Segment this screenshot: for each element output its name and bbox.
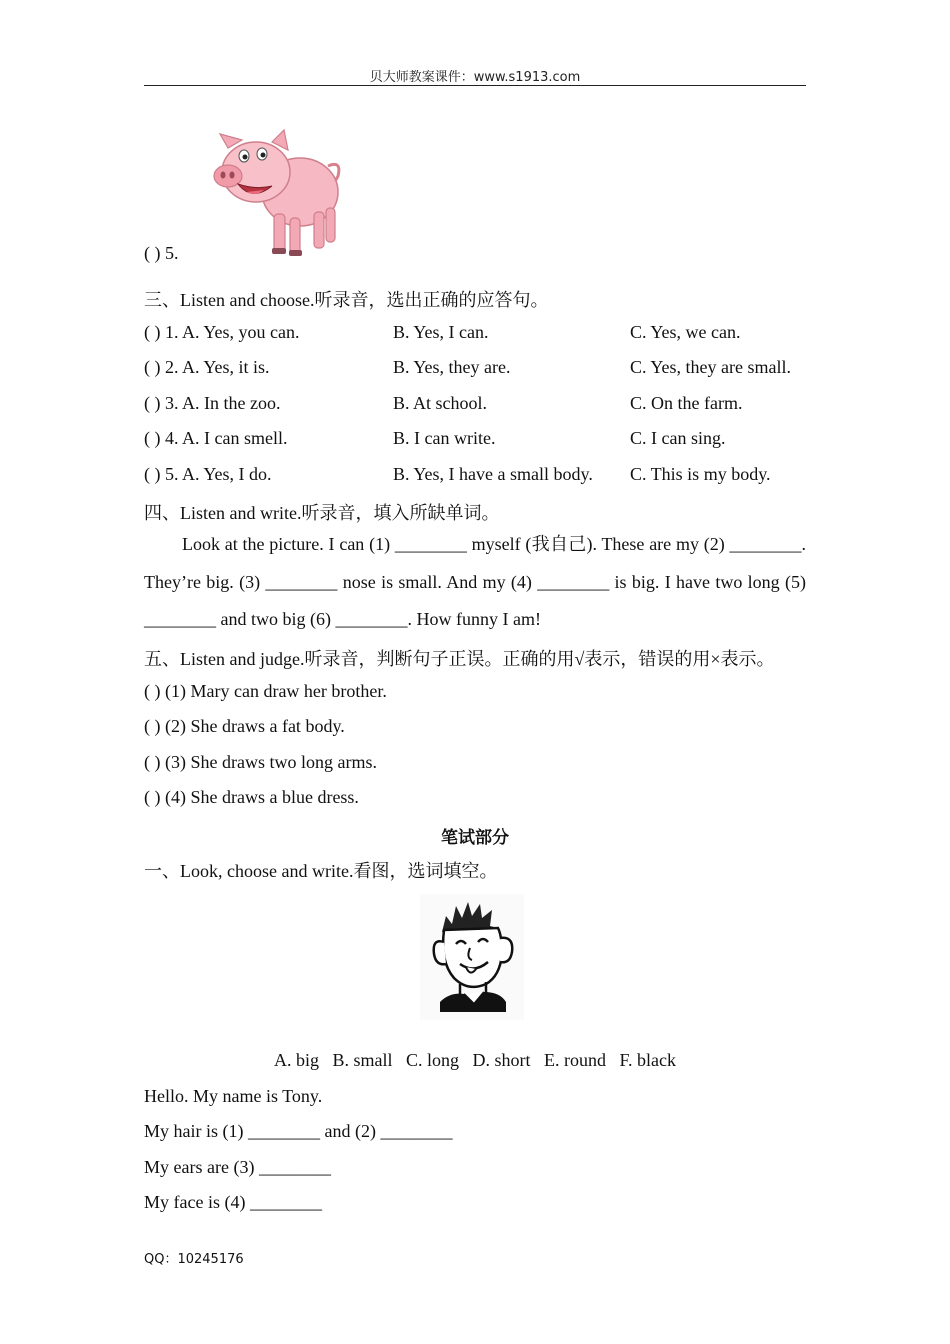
- s3-q3-option-c: C. On the farm.: [630, 393, 743, 413]
- s1-line-1: Hello. My name is Tony.: [144, 1086, 323, 1106]
- s3-q3-option-b: B. At school.: [393, 393, 488, 413]
- s3-q4-option-a: ( ) 4. A. I can smell.: [144, 428, 288, 448]
- section4-paragraph-text: Look at the picture. I can (1) ________ myself (我自己). These are my (2) ________. They’re big. (3) ________ nose is small. And my (4) ________ is big. I have two long (5) ________ and two big (6) ________. How funny I am!: [144, 534, 806, 629]
- s3-q5-option-b: B. Yes, I have a small body.: [393, 464, 593, 484]
- s3-q1-option-a: ( ) 1. A. Yes, you can.: [144, 322, 300, 342]
- s3-q5-option-c: C. This is my body.: [630, 464, 771, 484]
- s3-q4-option-b: B. I can write.: [393, 428, 496, 448]
- s3-q2-option-b: B. Yes, they are.: [393, 357, 511, 377]
- s1-line-2: My hair is (1) ________ and (2) ________: [144, 1121, 453, 1141]
- s3-q1-option-c: C. Yes, we can.: [630, 322, 741, 342]
- s3-q4-option-c: C. I can sing.: [630, 428, 726, 448]
- section1-title: 一、Look, choose and write.看图，选词填空。: [144, 861, 498, 881]
- s5-item-1: ( ) (1) Mary can draw her brother.: [144, 681, 387, 701]
- pig-illustration: [210, 126, 350, 262]
- s3-q5-option-a: ( ) 5. A. Yes, I do.: [144, 464, 272, 484]
- s1-line-4: My face is (4) ________: [144, 1192, 322, 1212]
- s3-q2-option-a: ( ) 2. A. Yes, it is.: [144, 357, 270, 377]
- word-options: A. big B. small C. long D. short E. round F. black: [273, 1050, 677, 1070]
- written-part-heading: 笔试部分: [441, 828, 509, 848]
- section5-title: 五、Listen and judge.听录音，判断句子正误。正确的用√表示，错误的用×表示。: [144, 649, 775, 669]
- s3-q3-option-a: ( ) 3. A. In the zoo.: [144, 393, 281, 413]
- section3-title: 三、Listen and choose.听录音，选出正确的应答句。: [144, 290, 549, 310]
- page-header: 贝大师教案课件：www.s1913.com: [369, 70, 581, 85]
- page-footer: QQ：10245176: [144, 1252, 244, 1267]
- section4-title: 四、Listen and write.听录音，填入所缺单词。: [144, 503, 500, 523]
- s3-q2-option-c: C. Yes, they are small.: [630, 357, 791, 377]
- header-rule: [144, 85, 806, 86]
- section4-paragraph: [144, 526, 806, 639]
- tony-face-illustration: [420, 894, 524, 1020]
- pig-question-number: ( ) 5.: [144, 243, 179, 263]
- s5-item-2: ( ) (2) She draws a fat body.: [144, 716, 345, 736]
- s5-item-3: ( ) (3) She draws two long arms.: [144, 752, 377, 772]
- s5-item-4: ( ) (4) She draws a blue dress.: [144, 787, 359, 807]
- s1-line-3: My ears are (3) ________: [144, 1157, 331, 1177]
- s3-q1-option-b: B. Yes, I can.: [393, 322, 489, 342]
